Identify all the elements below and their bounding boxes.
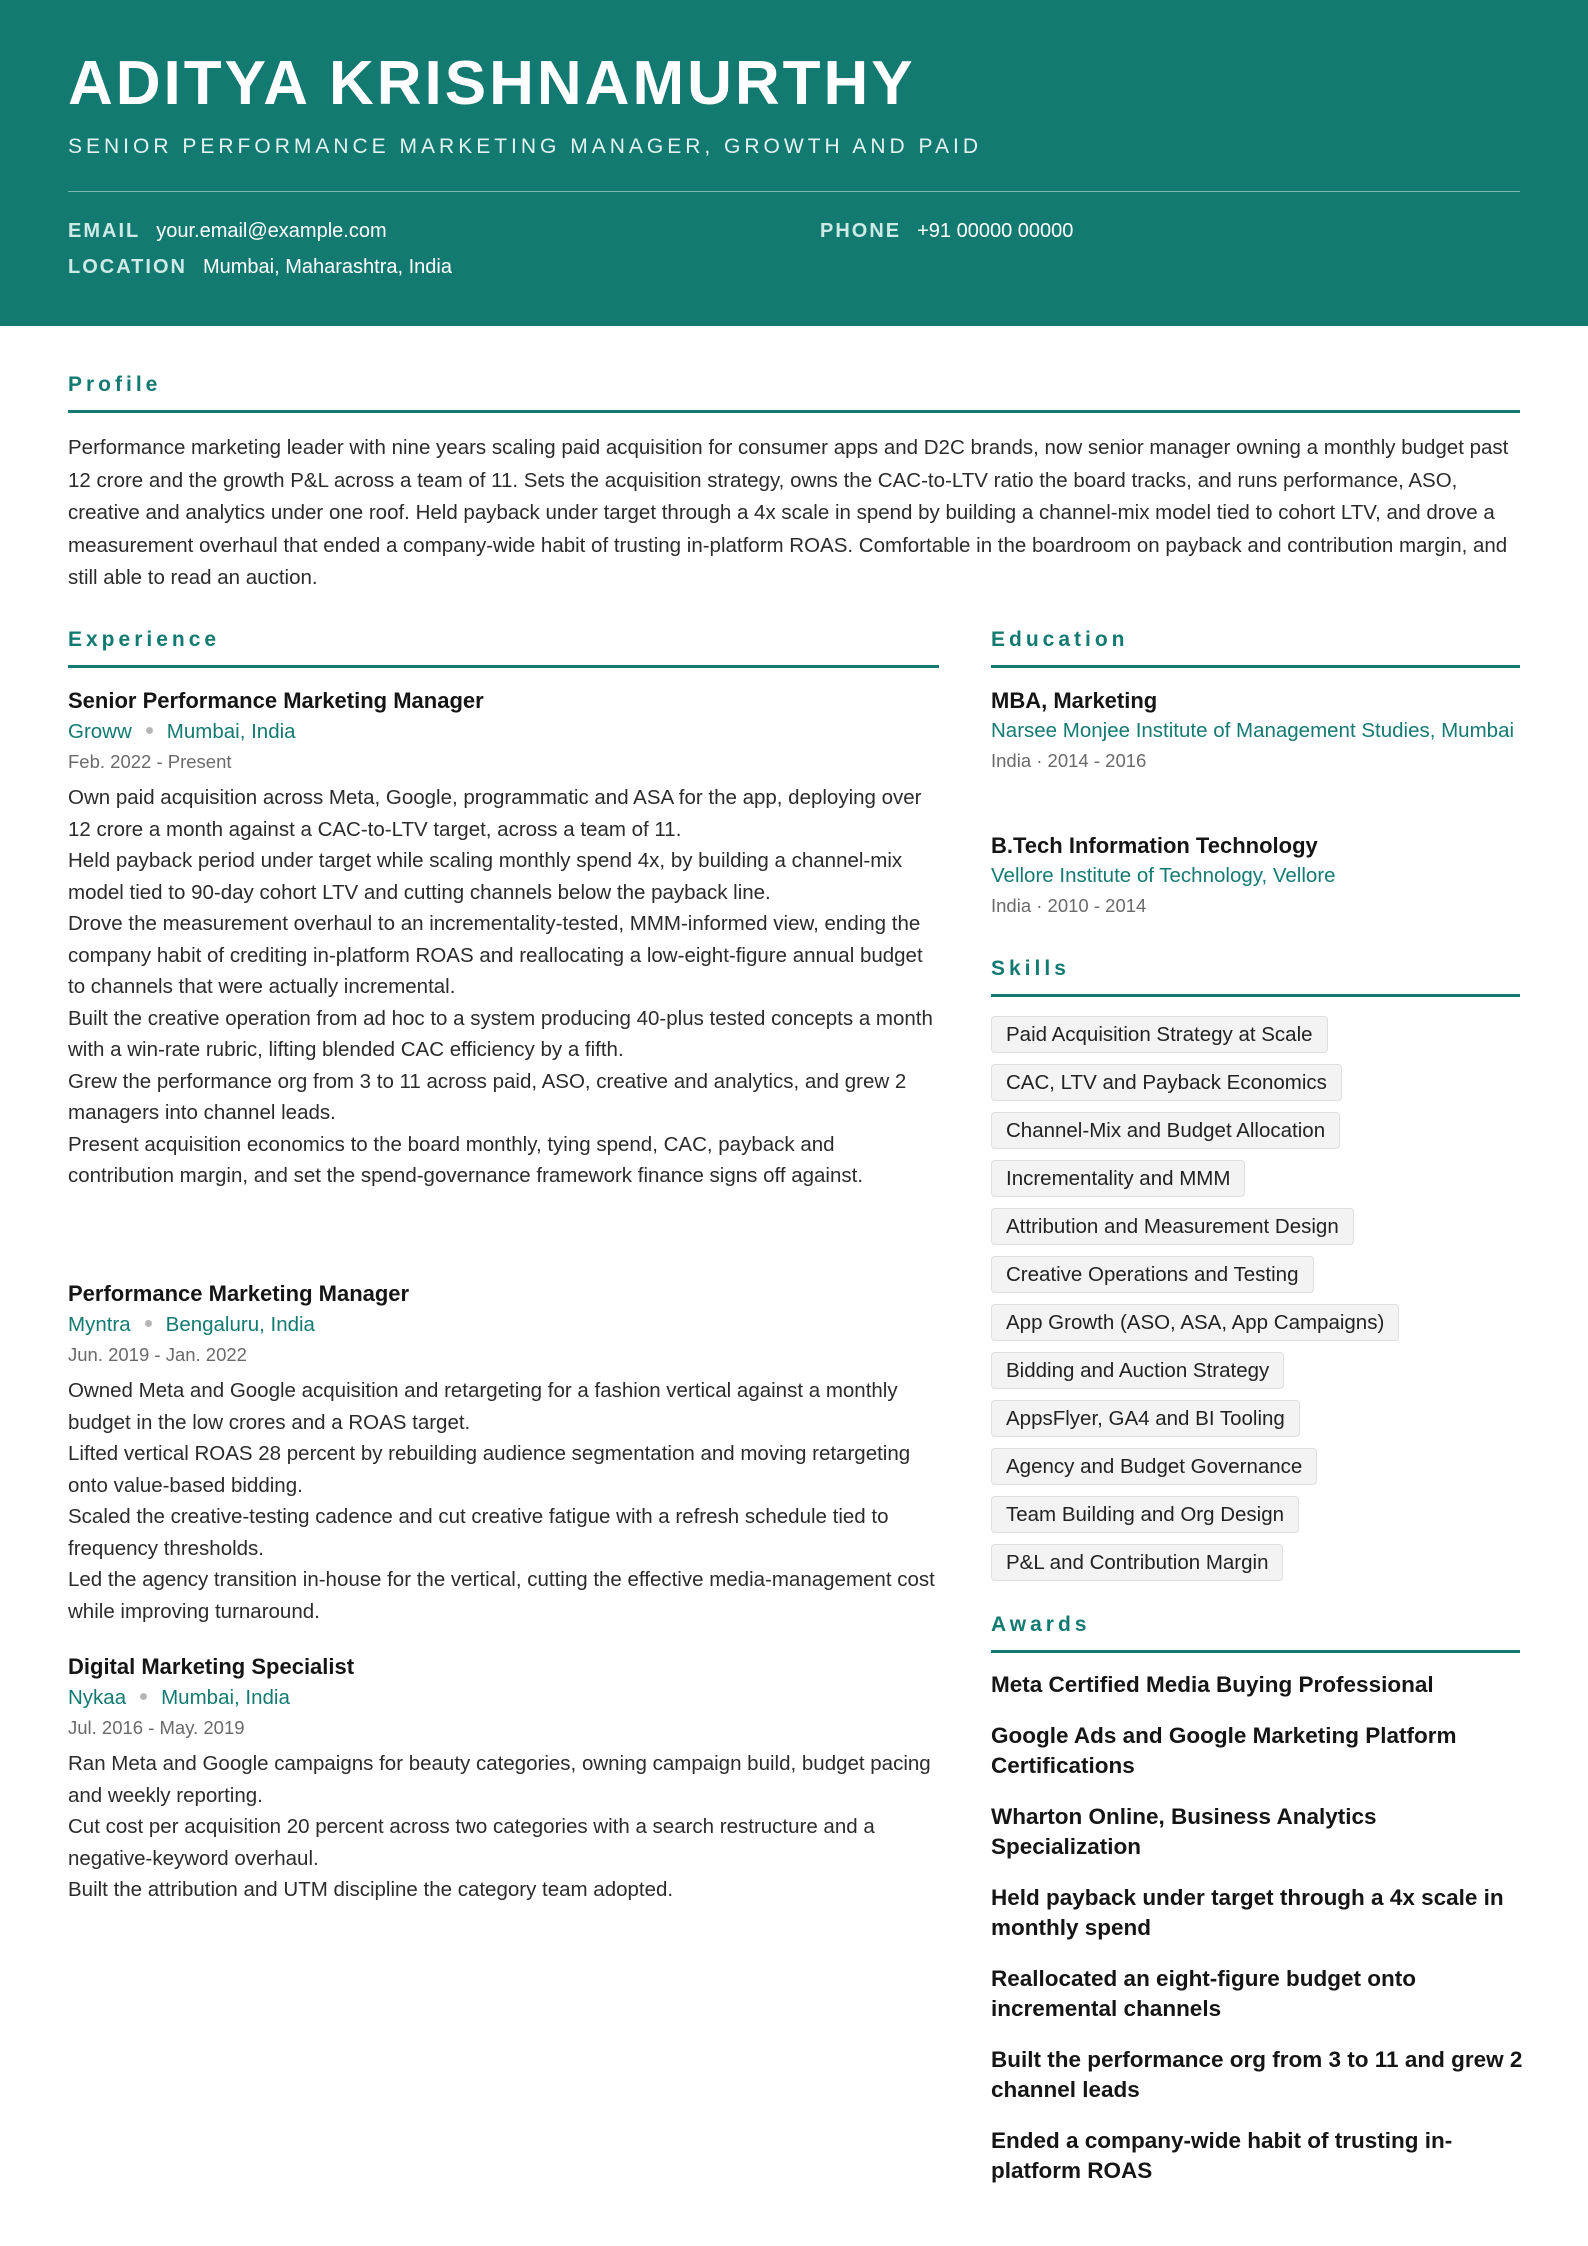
award-item: Google Ads and Google Marketing Platform Certifications xyxy=(991,1723,1457,1778)
skill-chip: CAC, LTV and Payback Economics xyxy=(991,1064,1342,1101)
skill-chip: P&L and Contribution Margin xyxy=(991,1544,1283,1581)
education-entry xyxy=(991,831,1520,920)
award-item: Ended a company-wide habit of trusting in-platform ROAS xyxy=(991,2128,1453,2183)
contact-phone xyxy=(820,218,1073,244)
experience-heading: Experience xyxy=(68,628,221,651)
job-dates: Jul. 2016 - May. 2019 xyxy=(68,1717,245,1738)
job-bullet: Drove the measurement overhaul to an incrementality-tested, MMM-informed view, ending the company habit of crediting in-platform ROAS and reallocating a low-eight-figure annual budget to channels that were actually incremental. xyxy=(68,912,923,998)
education-entry xyxy=(991,686,1520,775)
school-name: Narsee Monjee Institute of Management Studies, Mumbai xyxy=(991,719,1515,742)
education-heading: Education xyxy=(991,628,1129,651)
job-bullet: Ran Meta and Google campaigns for beauty categories, owning campaign build, budget pacing and weekly reporting. xyxy=(68,1752,931,1807)
award-item: Meta Certified Media Buying Professional xyxy=(991,1672,1434,1697)
phone-label: PHONE xyxy=(820,220,902,242)
job-title: Performance Marketing Manager xyxy=(68,1281,410,1306)
header-divider xyxy=(68,191,1520,192)
phone-value[interactable]: +91 00000 00000 xyxy=(917,220,1074,242)
job-bullet: Grew the performance org from 3 to 11 across paid, ASO, creative and analytics, and grew 2 managers into channel leads. xyxy=(68,1069,907,1124)
contact-email xyxy=(68,218,387,244)
school-name: Vellore Institute of Technology, Vellore xyxy=(991,864,1336,887)
job-bullet: Owned Meta and Google acquisition and retargeting for a fashion vertical against a monthly budget in the low crores and a ROAS target. xyxy=(68,1379,898,1434)
awards-heading: Awards xyxy=(991,1613,1091,1636)
experience-entry xyxy=(68,1279,943,1627)
award-item: Built the performance org from 3 to 11 and grew 2 channel leads xyxy=(991,2047,1523,2102)
resume-header xyxy=(0,0,1588,326)
separator-dot-icon xyxy=(146,727,153,734)
job-bullets xyxy=(68,1375,943,1627)
job-meta xyxy=(68,1309,943,1341)
award-item: Reallocated an eight-figure budget onto incremental channels xyxy=(991,1966,1417,2021)
separator-dot-icon xyxy=(140,1693,147,1700)
awards-list xyxy=(991,1670,1531,2207)
company-name: Groww xyxy=(68,720,132,743)
skill-chip: Paid Acquisition Strategy at Scale xyxy=(991,1016,1328,1053)
job-bullets xyxy=(68,1748,943,1906)
award-item: Held payback under target through a 4x scale in monthly spend xyxy=(991,1885,1504,1940)
degree-title: MBA, Marketing xyxy=(991,688,1158,713)
contact-location xyxy=(68,254,452,280)
company-name: Myntra xyxy=(68,1313,131,1336)
candidate-title: SENIOR PERFORMANCE MARKETING MANAGER, GROWTH AND PAID xyxy=(68,135,983,158)
email-label: EMAIL xyxy=(68,220,141,242)
education-meta: India · 2010 - 2014 xyxy=(991,894,1147,916)
job-bullet: Own paid acquisition across Meta, Google, programmatic and ASA for the app, deploying over 12 crore a month against a CAC-to-LTV target, across a team of 11. xyxy=(68,786,922,841)
job-bullet: Led the agency transition in-house for the vertical, cutting the effective media-management cost while improving turnaround. xyxy=(68,1568,935,1623)
job-bullet: Cut cost per acquisition 20 percent across two categories with a search restructure and a negative-keyword overhaul. xyxy=(68,1815,875,1870)
job-title: Digital Marketing Specialist xyxy=(68,1654,355,1679)
job-bullet: Built the attribution and UTM discipline the category team adopted. xyxy=(68,1878,674,1901)
skill-chip: Agency and Budget Governance xyxy=(991,1448,1317,1485)
location-value: Mumbai, Maharashtra, India xyxy=(202,256,452,278)
skill-chip: Bidding and Auction Strategy xyxy=(991,1352,1284,1389)
skill-chip: Creative Operations and Testing xyxy=(991,1256,1314,1293)
job-location: Mumbai, India xyxy=(161,1686,290,1709)
job-meta xyxy=(68,716,943,748)
skill-chip: Incrementality and MMM xyxy=(991,1160,1245,1197)
experience-entry xyxy=(68,686,943,1192)
job-bullet: Built the creative operation from ad hoc to a system producing 40-plus tested concepts a month with a win-rate rubric, lifting blended CAC efficiency by a fifth. xyxy=(68,1006,933,1061)
email-value[interactable]: your.email@example.com xyxy=(156,220,387,242)
experience-divider xyxy=(68,665,939,668)
job-location: Mumbai, India xyxy=(166,720,296,743)
experience-entry xyxy=(68,1652,943,1906)
skills-list xyxy=(991,1016,1520,1592)
job-meta xyxy=(68,1682,943,1714)
job-location: Bengaluru, India xyxy=(165,1313,315,1336)
job-bullet: Present acquisition economics to the board monthly, tying spend, CAC, payback and contribution margin, and set the spend-governance framework finance signs off against. xyxy=(68,1132,864,1187)
job-dates: Feb. 2022 - Present xyxy=(68,751,232,772)
profile-divider xyxy=(68,410,1520,413)
job-bullet: Held payback period under target while scaling monthly spend 4x, by building a channel-mix model tied to 90-day cohort LTV and cutting channels below the payback line. xyxy=(68,849,903,904)
skills-heading: Skills xyxy=(991,957,1070,980)
skill-chip: App Growth (ASO, ASA, App Campaigns) xyxy=(991,1304,1399,1341)
degree-title: B.Tech Information Technology xyxy=(991,833,1318,858)
skill-chip: AppsFlyer, GA4 and BI Tooling xyxy=(991,1400,1300,1437)
job-dates: Jun. 2019 - Jan. 2022 xyxy=(68,1344,247,1365)
job-bullet: Lifted vertical ROAS 28 percent by rebuilding audience segmentation and moving retargeting onto value-based bidding. xyxy=(68,1442,911,1497)
job-title: Senior Performance Marketing Manager xyxy=(68,688,484,713)
candidate-name: ADITYA KRISHNAMURTHY xyxy=(68,49,916,118)
separator-dot-icon xyxy=(145,1320,152,1327)
award-item: Wharton Online, Business Analytics Specialization xyxy=(991,1804,1377,1859)
skills-divider xyxy=(991,994,1520,997)
skill-chip: Attribution and Measurement Design xyxy=(991,1208,1354,1245)
skill-chip: Channel-Mix and Budget Allocation xyxy=(991,1112,1340,1149)
education-meta: India · 2014 - 2016 xyxy=(991,749,1147,771)
profile-heading: Profile xyxy=(68,373,162,396)
profile-summary: Performance marketing leader with nine years scaling paid acquisition for consumer apps and D2C brands, now senior manager owning a monthly budget past 12 crore and the growth P&L across a team of 11. Sets the acquisition strategy, owns the CAC-to-LTV ratio the board tracks, and runs performance, ASO, creative and analytics under one roof. Held payback under target through a 4x scale in spend by building a channel-mix model tied to cohort LTV, and drove a measurement overhaul that ended a company-wide habit of trusting in-platform ROAS. Comfortable in the boardroom on payback and contribution margin, and still able to read an auction. xyxy=(68,436,1509,590)
company-name: Nykaa xyxy=(68,1686,127,1709)
skill-chip: Team Building and Org Design xyxy=(991,1496,1299,1533)
job-bullet: Scaled the creative-testing cadence and cut creative fatigue with a refresh schedule tied to frequency thresholds. xyxy=(68,1505,889,1560)
education-divider xyxy=(991,665,1520,668)
location-label: LOCATION xyxy=(68,256,187,278)
awards-divider xyxy=(991,1650,1520,1653)
job-bullets xyxy=(68,782,943,1192)
